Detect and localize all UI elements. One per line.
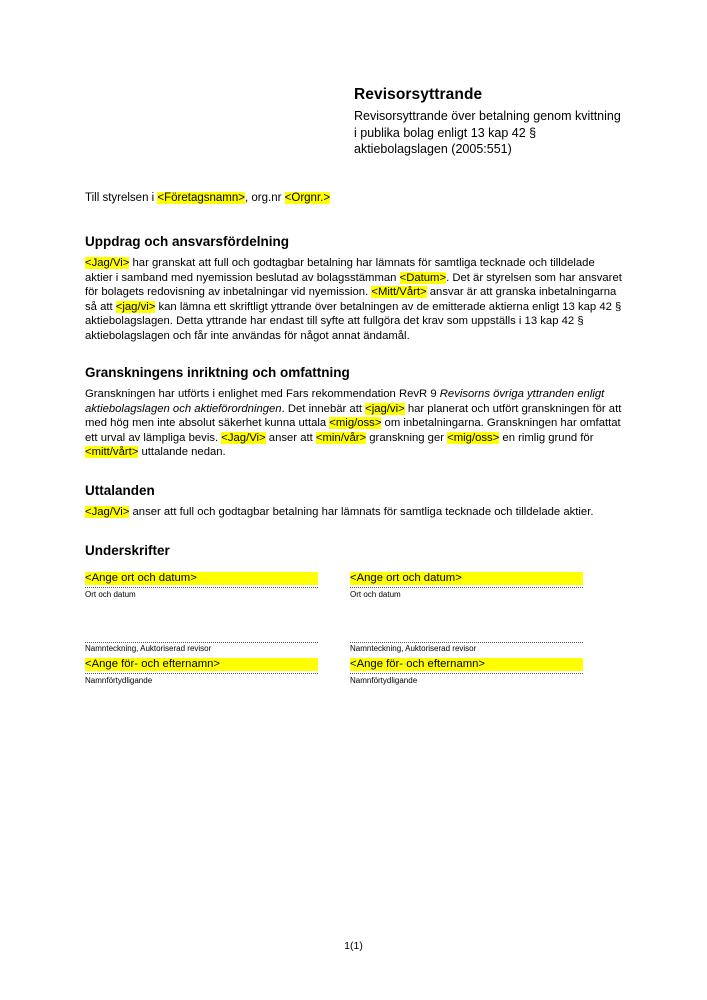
place-date-rule-2	[350, 586, 583, 588]
company-name-placeholder: <Företagsnamn>	[157, 192, 246, 204]
page-footer	[0, 940, 707, 952]
text-run: uttalande nedan.	[138, 446, 226, 459]
text-run: om inbetalningarna. Granskningen har omfattat ett urval av lämpliga bevis.	[85, 417, 621, 444]
text-run: ansvar är att granska inbetalningarna så att	[85, 286, 617, 313]
placeholder-mitt-vart: <mitt/vårt>	[85, 446, 139, 459]
section-underskrifter	[85, 543, 622, 565]
placeholder-jag-vi: <jag/vi>	[365, 402, 405, 415]
text-run: kan lämna ett skriftligt yttrande över betalningen av de emitterade aktierna enligt 13 kap 42 § aktiebolagslagen. Detta yttrande har endast till syfte att fullgöra det krav som uppställs i 13 kap 42 § aktiebolagslagen och får inte användas för något annat ändamål.	[85, 300, 622, 342]
addressee-line	[85, 192, 330, 204]
text-run: en rimlig grund för	[499, 431, 594, 444]
signature-area	[85, 572, 622, 686]
name-caption-2: Namnförtydligande	[350, 676, 418, 685]
signature-column-2	[350, 572, 583, 686]
placeholder-mig-oss: <mig/oss>	[329, 417, 382, 430]
name-rule-2	[350, 672, 583, 674]
signature-column-1	[85, 572, 318, 686]
document-header	[354, 86, 624, 158]
placeholder-jag-vi: <Jag/Vi>	[221, 431, 266, 444]
name-rule-1	[85, 672, 318, 674]
place-date-placeholder-2[interactable]: <Ange ort och datum>	[350, 572, 583, 585]
section-body-uttalanden	[85, 505, 622, 520]
place-date-rule-1	[85, 586, 318, 588]
placeholder-mig-oss: <mig/oss>	[447, 431, 500, 444]
text-run: . Det är styrelsen som har ansvaret för bolagets redovisning av inbetalningar vid nyemission.	[85, 271, 622, 299]
signature-caption-2: Namnteckning, Auktoriserad revisor	[350, 642, 583, 654]
name-block-2	[350, 658, 583, 686]
section-heading-underskrifter: Underskrifter	[85, 543, 170, 558]
signature-space-2[interactable]	[350, 600, 583, 642]
place-date-caption-2: Ort och datum	[350, 590, 401, 599]
signature-space-1[interactable]	[85, 600, 318, 642]
name-caption-1: Namnförtydligande	[85, 676, 153, 685]
section-heading-uppdrag: Uppdrag och ansvarsfördelning	[85, 234, 290, 249]
orgnr-placeholder: <Orgnr.>	[284, 192, 331, 204]
placeholder-mitt-vart: <Mitt/Vårt>	[371, 286, 427, 299]
placeholder-jag-vi: <Jag/Vi>	[85, 506, 130, 518]
section-body-granskning	[85, 387, 622, 460]
placeholder-jag-vi: <jag/vi>	[115, 300, 156, 313]
name-placeholder-2[interactable]: <Ange för- och efternamn>	[350, 658, 583, 671]
section-heading-uttalanden: Uttalanden	[85, 483, 155, 498]
placeholder-datum: <Datum>	[399, 271, 447, 284]
recommendation-title: Revisorns övriga yttranden enligt aktiebolagslagen och aktieförordningen	[85, 388, 605, 415]
signature-caption-1: Namnteckning, Auktoriserad revisor	[85, 642, 318, 654]
page-title: Revisorsyttrande	[354, 86, 483, 103]
name-placeholder-1[interactable]: <Ange för- och efternamn>	[85, 658, 318, 671]
page-number: 1(1)	[344, 940, 363, 952]
section-heading-granskning: Granskningens inriktning och omfattning	[85, 365, 350, 380]
text-run: har granskat att full och godtagbar betalning har lämnats för samtliga tecknade och tilldelade aktier i samband med nyemission beslutad av bolagsstämman	[85, 257, 595, 284]
text-run: Granskningen har utförts i enlighet med Fars rekommendation RevR 9	[85, 388, 440, 400]
section-granskning	[85, 365, 622, 460]
place-date-caption-1: Ort och datum	[85, 590, 136, 599]
text-run: anser att full och godtagbar betalning har lämnats för samtliga tecknade och tilldelade aktier.	[129, 506, 594, 518]
addressee-middle: , org.nr	[245, 192, 285, 204]
text-run: har planerat och utfört granskningen för att med hög men inte absolut säkerhet kunna uttala	[85, 402, 622, 430]
addressee-prefix: Till styrelsen i	[85, 192, 158, 204]
placeholder-jag-vi: <Jag/Vi>	[85, 257, 130, 269]
section-body-uppdrag	[85, 256, 622, 344]
text-run: . Det innebär att	[281, 402, 366, 415]
text-run: anser att	[265, 431, 316, 444]
place-date-placeholder-1[interactable]: <Ange ort och datum>	[85, 572, 318, 585]
section-uppdrag	[85, 234, 622, 344]
text-run: granskning ger	[366, 431, 448, 444]
document-subtitle: Revisorsyttrande över betalning genom kvittning i publika bolag enligt 13 kap 42 § aktiebolagslagen (2005:551)	[354, 109, 621, 156]
section-uttalanden	[85, 483, 622, 520]
placeholder-min-var: <min/vår>	[315, 431, 367, 444]
name-block-1	[85, 658, 318, 686]
signature-row	[85, 572, 622, 686]
